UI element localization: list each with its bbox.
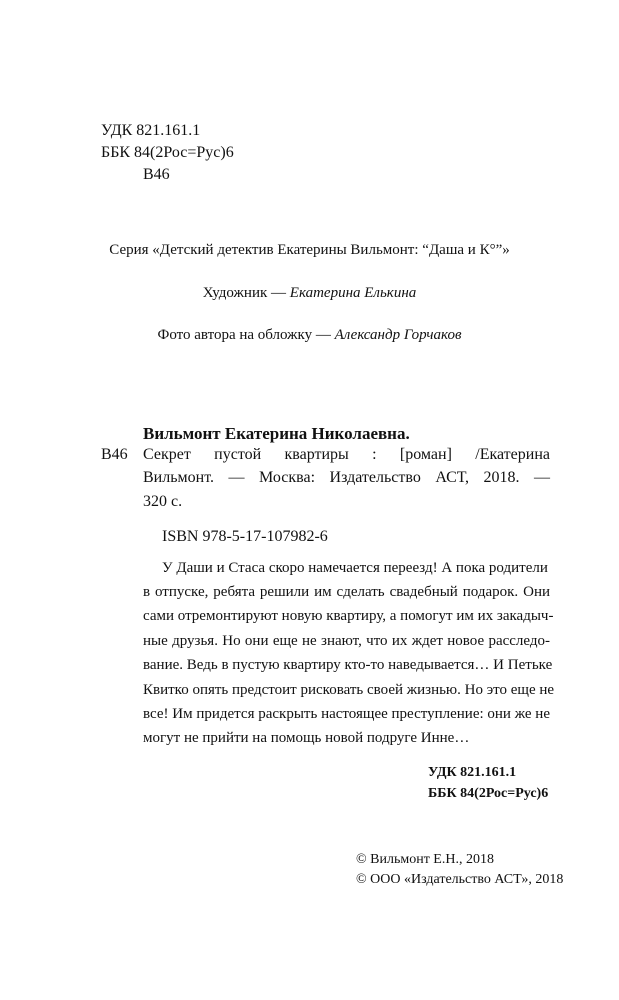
bottom-bbk-code: ББК 84(2Рос=Рус)6 — [428, 786, 549, 801]
annotation-line: Квитко опять предстоит рисковать своей жизнью. Но это еще не — [143, 682, 555, 698]
bottom-udk-code: УДК 821.161.1 — [428, 765, 517, 780]
isbn: ISBN 978-5-17-107982-6 — [162, 528, 328, 545]
photographer-name: Александр Горчаков — [334, 327, 462, 343]
author-heading: Вильмонт Екатерина Николаевна. — [143, 424, 410, 443]
bbk-code: ББК 84(2Рос=Рус)6 — [101, 144, 234, 161]
annotation-line: ные друзья. Но они еще не знают, что их ждет новое расследо- — [143, 633, 550, 649]
udk-code: УДК 821.161.1 — [101, 122, 201, 139]
photo-label: Фото автора на обложку — — [157, 327, 335, 343]
illustrator-label: Художник — — [202, 285, 290, 301]
annotation-line: могут не прийти на помощь новой подруге Инне… — [143, 730, 470, 746]
author-mark: В46 — [143, 166, 170, 183]
annotation-line: сами отремонтируют новую квартиру, а помогут им их закадыч- — [143, 608, 554, 624]
copyright-publisher: © ООО «Издательство АСТ», 2018 — [356, 872, 564, 887]
series-line: Серия «Детский детектив Екатерины Вильмонт: “Даша и К°”» — [109, 242, 510, 258]
annotation-line: У Даши и Стаса скоро намечается переезд! А пока родители — [162, 560, 548, 576]
annotation-line: вание. Ведь в пустую квартиру кто-то наведывается… И Петьке — [143, 657, 553, 673]
illustrator-name: Екатерина Елькина — [289, 285, 417, 301]
catalog-pages: 320 с. — [143, 493, 183, 510]
illustrator-line — [0, 285, 619, 302]
copyright-author: © Вильмонт Е.Н., 2018 — [356, 852, 494, 867]
catalog-title-line-2: Вильмонт. — Москва: Издательство АСТ, 2018. — — [143, 469, 550, 486]
annotation-line: все! Им придется раскрыть настоящее преступление: они же не — [143, 706, 550, 722]
catalog-title-line-1: Секрет пустой квартиры : [роман] /Екатерина — [143, 446, 550, 463]
catalog-mark: В46 — [101, 446, 128, 463]
annotation-line: в отпуске, ребята решили им сделать свадебный подарок. Они — [143, 584, 550, 600]
photo-credit-line — [0, 327, 619, 344]
